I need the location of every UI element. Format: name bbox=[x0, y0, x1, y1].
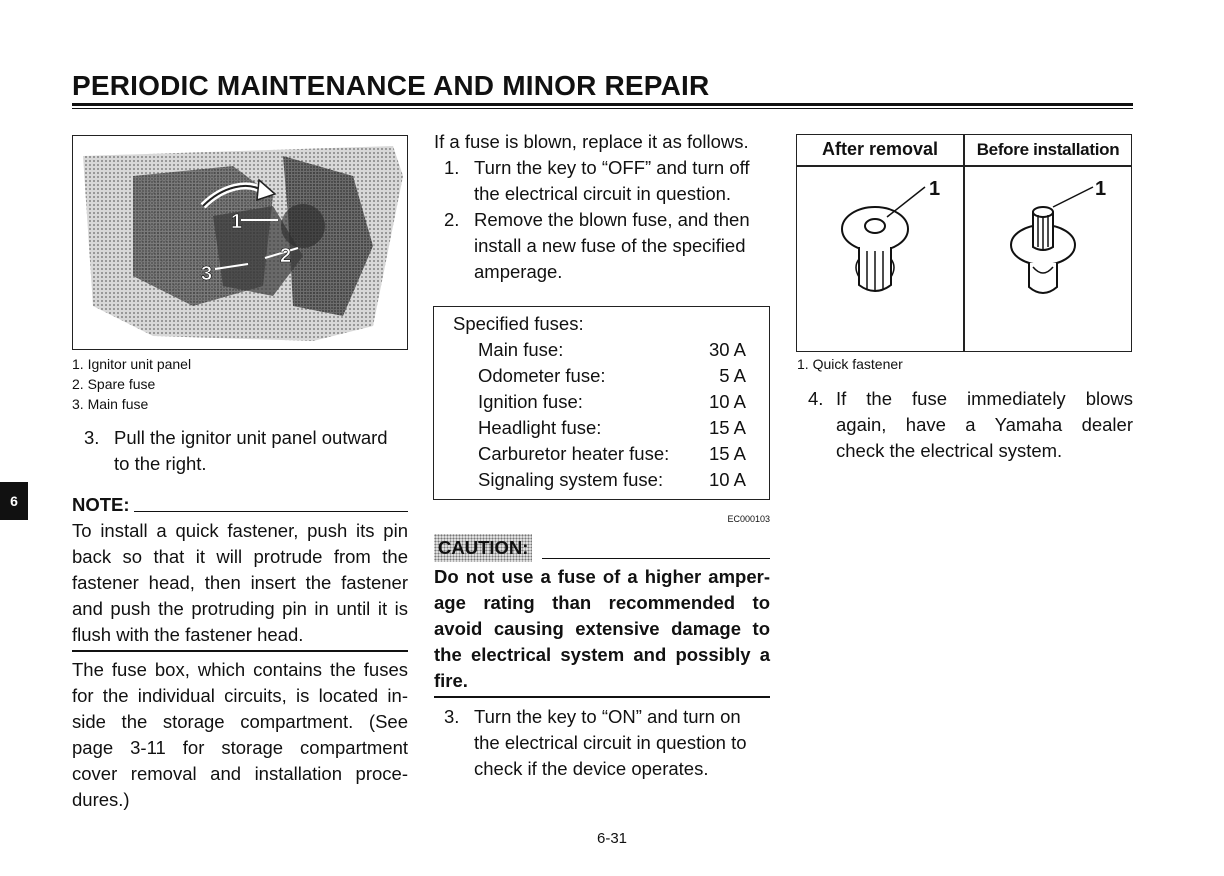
note-label: NOTE: bbox=[72, 494, 130, 515]
caution-label: CAUTION: bbox=[434, 534, 532, 562]
fuse-name: Signaling system fuse: bbox=[478, 469, 664, 490]
fuse-rating: 5 A bbox=[719, 365, 746, 386]
fuse-row bbox=[478, 441, 746, 467]
fastener-caption: 1. Quick fastener bbox=[797, 356, 903, 372]
fuse-row bbox=[478, 467, 746, 493]
col-after-removal: After removal bbox=[821, 139, 939, 159]
fastener-after-removal-icon bbox=[797, 167, 963, 351]
caution-body bbox=[434, 564, 770, 694]
step-line: the electrical circuit in question. bbox=[474, 183, 732, 204]
step-line: amperage. bbox=[474, 261, 563, 282]
step-line: Turn the key to “OFF” and turn off bbox=[474, 157, 750, 178]
intro-text: If a fuse is blown, replace it as follows. bbox=[434, 131, 749, 152]
para-line: The fuse box, which contains the fuses bbox=[72, 659, 408, 680]
photo-callout-3: 3 bbox=[201, 263, 213, 285]
fuse-name: Carburetor heater fuse: bbox=[478, 443, 670, 464]
step-line: install a new fuse of the specified bbox=[474, 235, 746, 256]
step-line: check if the device operates. bbox=[474, 758, 709, 779]
step-number: 3. bbox=[84, 427, 100, 448]
step-line: the electrical circuit in question to bbox=[474, 732, 747, 753]
section-code: EC000103 bbox=[727, 514, 770, 524]
fastener-callout-1: 1 bbox=[929, 178, 941, 200]
right-step-4 bbox=[808, 386, 1133, 464]
col-before-installation: Before installation bbox=[976, 140, 1120, 159]
fuse-rating: 15 A bbox=[708, 443, 746, 464]
step-number: 1. bbox=[444, 157, 460, 178]
step-line: check the electrical system. bbox=[836, 440, 1063, 461]
caution-rule bbox=[542, 558, 770, 559]
caution-header bbox=[434, 532, 770, 562]
fuse-rating: 15 A bbox=[708, 417, 746, 438]
fuse-row bbox=[478, 415, 746, 441]
note-end-rule bbox=[72, 650, 408, 652]
para-line: for the individual circuits, is located in- bbox=[72, 685, 408, 706]
fastener-callout-2: 1 bbox=[1095, 178, 1107, 200]
fuse-name: Ignition fuse: bbox=[478, 391, 583, 412]
caution-line: age rating than recommended to bbox=[434, 592, 770, 613]
fuse-row bbox=[478, 337, 746, 363]
page-number: 6-31 bbox=[596, 830, 628, 847]
step-line: Turn the key to “ON” and turn on bbox=[474, 706, 741, 727]
fuse-rating: 10 A bbox=[708, 469, 746, 490]
step-line: If the fuse immediately blows bbox=[836, 388, 1133, 409]
para-line: dures.) bbox=[72, 789, 130, 810]
caution-line: avoid causing extensive damage to bbox=[434, 618, 770, 639]
step-number: 3. bbox=[444, 706, 460, 727]
step-line: Remove the blown fuse, and then bbox=[474, 209, 750, 230]
middle-step-1 bbox=[434, 155, 774, 207]
para-line: page 3-11 for storage compartment bbox=[72, 737, 408, 758]
caution-line: Do not use a fuse of a higher amper- bbox=[434, 566, 770, 587]
title-rule-thin bbox=[72, 108, 1133, 109]
photo-callout-1: 1 bbox=[231, 211, 243, 233]
chapter-tab: 6 bbox=[0, 482, 28, 520]
fuse-rating: 30 A bbox=[708, 339, 746, 360]
specified-fuses-box bbox=[433, 306, 770, 500]
figure1-captions bbox=[72, 354, 191, 414]
step-line: again, have a Yamaha dealer bbox=[836, 414, 1133, 435]
quick-fastener-table bbox=[796, 134, 1132, 352]
note-header bbox=[72, 491, 408, 517]
title-rule bbox=[72, 103, 1133, 106]
note-line: flush with the fastener head. bbox=[72, 624, 304, 645]
fuse-name: Headlight fuse: bbox=[478, 417, 602, 438]
note-body bbox=[72, 518, 408, 648]
note-line: and push the protruding pin in until it is bbox=[72, 598, 408, 619]
step-line: to the right. bbox=[114, 453, 207, 474]
ignitor-photo bbox=[72, 135, 408, 350]
note-line: back so that it will protrude from the bbox=[72, 546, 408, 567]
fuse-row bbox=[478, 363, 746, 389]
fuse-name: Odometer fuse: bbox=[478, 365, 606, 386]
photo-callout-2: 2 bbox=[280, 245, 292, 267]
caption-item: 1. Ignitor unit panel bbox=[72, 356, 192, 372]
fuses-title: Specified fuses: bbox=[453, 313, 584, 334]
left-step-3 bbox=[84, 425, 407, 477]
fuse-name: Main fuse: bbox=[478, 339, 564, 360]
caution-line: the electrical system and possibly a bbox=[434, 644, 770, 665]
fuses-list bbox=[478, 337, 746, 493]
note-rule bbox=[134, 511, 408, 512]
caption-item: 3. Main fuse bbox=[72, 396, 149, 412]
step-line: Pull the ignitor unit panel outward bbox=[114, 427, 388, 448]
note-line: fastener head, then insert the fastener bbox=[72, 572, 408, 593]
middle-steps bbox=[434, 129, 774, 285]
step-number: 2. bbox=[444, 209, 460, 230]
fuse-row bbox=[478, 389, 746, 415]
para-line: cover removal and installation proce- bbox=[72, 763, 408, 784]
note-line: To install a quick fastener, push its pin bbox=[72, 520, 408, 541]
middle-step-2 bbox=[434, 207, 774, 285]
caption-item: 2. Spare fuse bbox=[72, 376, 156, 392]
caution-line: fire. bbox=[434, 670, 468, 691]
fuse-rating: 10 A bbox=[708, 391, 746, 412]
step-number: 4. bbox=[808, 388, 824, 409]
page-title: PERIODIC MAINTENANCE AND MINOR REPAIR bbox=[72, 70, 710, 101]
fuse-box-paragraph bbox=[72, 657, 408, 813]
para-line: side the storage compartment. (See bbox=[72, 711, 408, 732]
ignitor-photo-drawing bbox=[73, 136, 407, 349]
middle-step-3 bbox=[444, 704, 774, 782]
fastener-before-installation-icon bbox=[965, 167, 1131, 351]
caution-end-rule bbox=[434, 696, 770, 698]
